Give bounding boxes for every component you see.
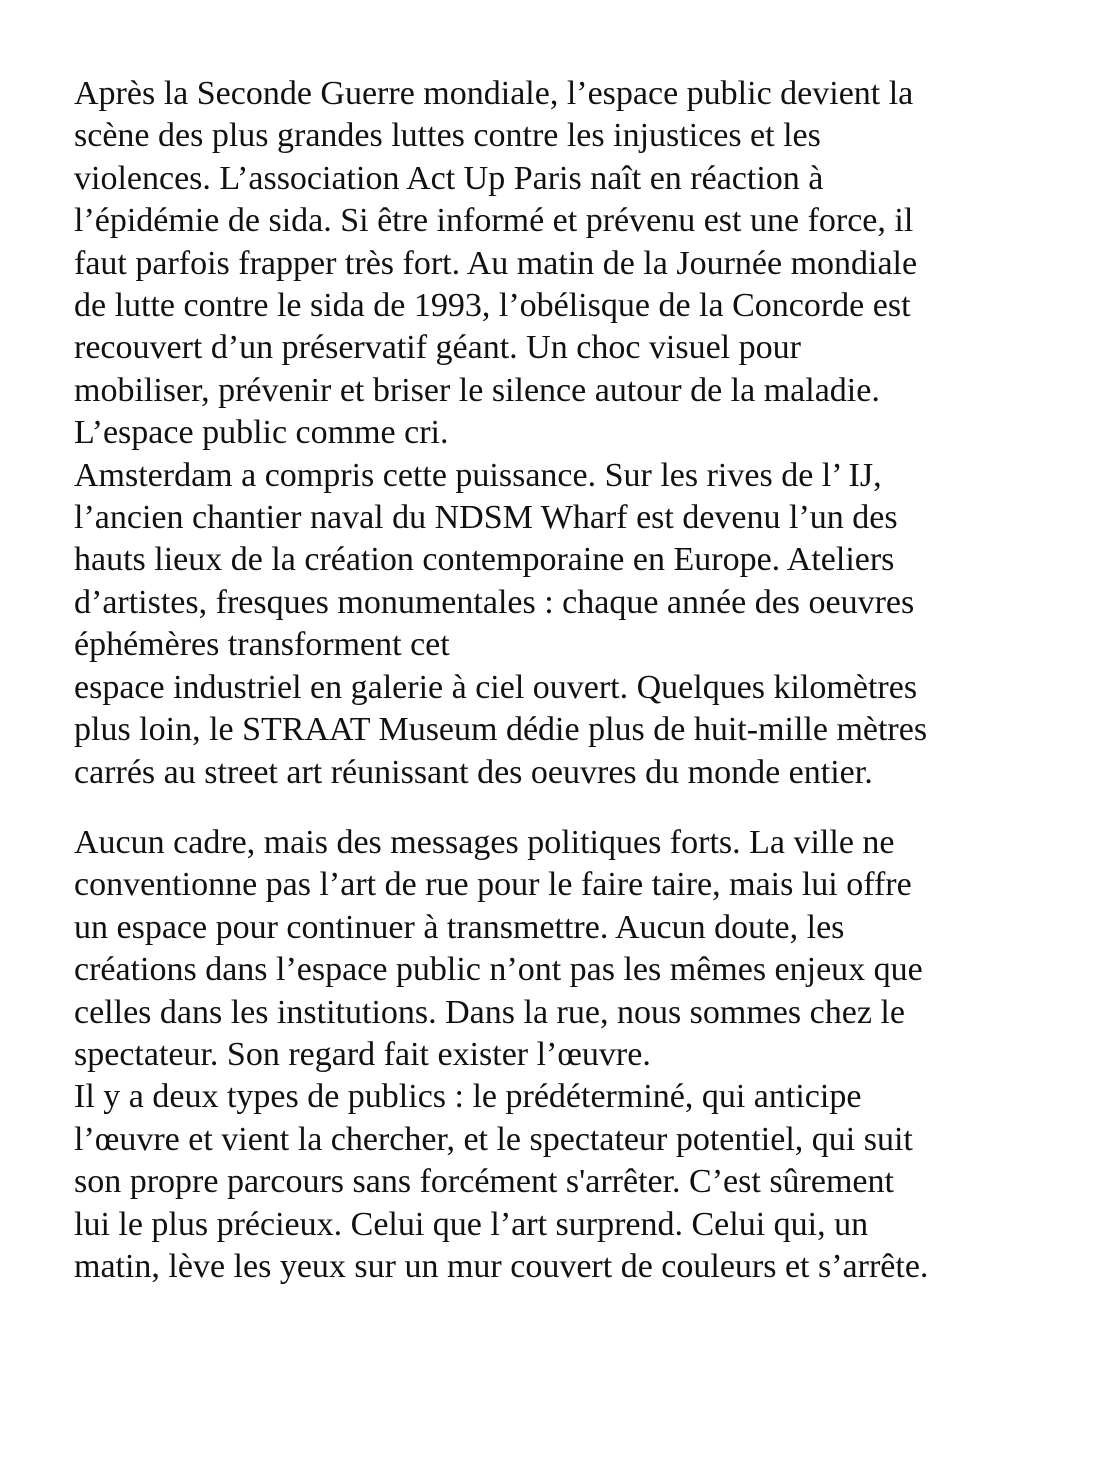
text-line: un espace pour continuer à transmettre. Aucun doute, les [74, 908, 845, 946]
text-line: Aucun cadre, mais des messages politiques forts. La ville ne [74, 823, 895, 861]
text-line: Après la Seconde Guerre mondiale, l’espace public devient la [74, 75, 914, 112]
text-line: d’artistes, fresques monumentales : chaque année des oeuvres [74, 583, 915, 621]
text-line: espace industriel en galerie à ciel ouvert. Quelques kilomètres [74, 668, 918, 706]
text-line: de lutte contre le sida de 1993, l’obélisque de la Concorde est [74, 287, 911, 325]
text-line: spectateur. Son regard fait exister l’œuvre. [74, 1035, 651, 1073]
text-line: carrés au street art réunissant des oeuvres du monde entier. [74, 753, 873, 791]
text-line: scène des plus grandes luttes contre les injustices et les [74, 117, 821, 155]
text-line: conventionne pas l’art de rue pour le faire taire, mais lui offre [74, 866, 912, 904]
text-line: recouvert d’un préservatif géant. Un choc visuel pour [74, 329, 801, 367]
document-body [74, 73, 1034, 1288]
text-line: L’espace public comme cri. [74, 414, 449, 452]
paragraph-group-2 [74, 822, 1034, 1288]
text-line: faut parfois frapper très fort. Au matin de la Journée mondiale [74, 244, 918, 282]
text-line: hauts lieux de la création contemporaine en Europe. Ateliers [74, 541, 895, 579]
text-line: Amsterdam a compris cette puissance. Sur les rives de l’ IJ, [74, 456, 882, 494]
text-line: l’épidémie de sida. Si être informé et prévenu est une force, il [74, 202, 914, 240]
text-line: l’œuvre et vient la chercher, et le spectateur potentiel, qui suit [74, 1120, 913, 1158]
paragraph-spacer [74, 794, 1034, 822]
text-line: celles dans les institutions. Dans la rue, nous sommes chez le [74, 993, 905, 1031]
text-line: Il y a deux types de publics : le prédéterminé, qui anticipe [74, 1078, 862, 1116]
text-line: matin, lève les yeux sur un mur couvert de couleurs et s’arrête. [74, 1247, 929, 1285]
paragraph-group-1 [74, 73, 1034, 794]
text-line: l’ancien chantier naval du NDSM Wharf est devenu l’un des [74, 499, 898, 537]
text-line: éphémères transforment cet [74, 626, 450, 664]
text-line: créations dans l’espace public n’ont pas les mêmes enjeux que [74, 951, 923, 989]
text-line: lui le plus précieux. Celui que l’art surprend. Celui qui, un [74, 1205, 869, 1243]
text-line: plus loin, le STRAAT Museum dédie plus de huit-mille mètres [74, 711, 928, 749]
text-line: violences. L’association Act Up Paris naît en réaction à [74, 159, 824, 197]
text-line: mobiliser, prévenir et briser le silence autour de la maladie. [74, 371, 880, 409]
text-line: son propre parcours sans forcément s'arrêter. C’est sûrement [74, 1163, 894, 1201]
